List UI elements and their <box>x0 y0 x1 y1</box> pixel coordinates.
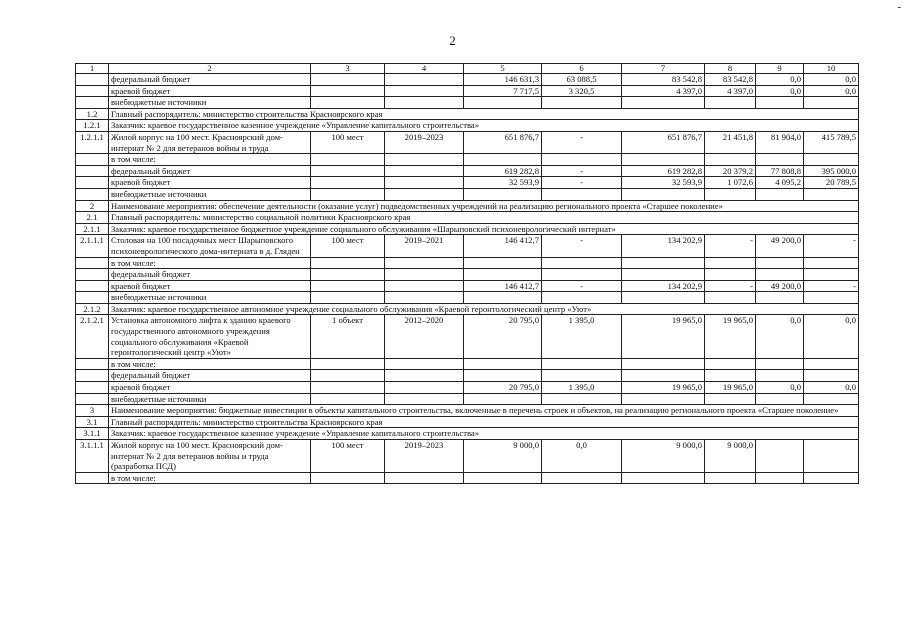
table-cell-col-9 <box>756 472 804 484</box>
table-row <box>76 358 859 370</box>
table-cell-col-8: 21 451,8 <box>705 131 756 153</box>
table-cell-col-7: 134 202,9 <box>622 235 705 257</box>
table-row <box>76 393 859 405</box>
table-cell-col-1 <box>76 269 109 281</box>
section-number: 1.2.1 <box>76 120 109 132</box>
section-title: Наименование мероприятия: обеспечение деятельности (оказание услуг) подведомственных учреждений на реализацию регионального проекта «Старшее поколение» <box>109 200 859 212</box>
section-number: 2.1.2 <box>76 303 109 315</box>
table-cell-col-6: 1 395,0 <box>542 315 622 358</box>
table-cell-col-5 <box>464 358 542 370</box>
table-cell-col-8 <box>705 472 756 484</box>
table-row <box>76 165 859 177</box>
table-cell-col-1: 2.1.2.1 <box>76 315 109 358</box>
section-row <box>76 416 859 428</box>
table-cell-col-8: 19 965,0 <box>705 315 756 358</box>
table-cell-col-5 <box>464 269 542 281</box>
table-cell-col-6 <box>542 358 622 370</box>
table-cell-col-4 <box>385 370 464 382</box>
table-cell-col-1 <box>76 257 109 269</box>
table-cell-col-4 <box>385 280 464 292</box>
table-cell-col-9: 0,0 <box>756 85 804 97</box>
table-cell-col-1 <box>76 393 109 405</box>
table-cell-col-3 <box>311 370 385 382</box>
table-cell-col-9 <box>756 257 804 269</box>
table-cell-col-6: - <box>542 177 622 189</box>
table-cell-col-6: - <box>542 131 622 153</box>
table-row <box>76 177 859 189</box>
table-cell-col-9: 0,0 <box>756 74 804 86</box>
table-cell-col-6: - <box>542 165 622 177</box>
table-cell-col-10: - <box>804 235 859 257</box>
table-cell-col-5: 32 593,9 <box>464 177 542 189</box>
table-cell-col-3 <box>311 472 385 484</box>
table-cell-col-4 <box>385 188 464 200</box>
table-cell-col-6: - <box>542 235 622 257</box>
table-cell-col-7 <box>622 393 705 405</box>
table-cell-col-7: 651 876,7 <box>622 131 705 153</box>
column-number-row <box>76 64 859 74</box>
table-cell-col-8: - <box>705 235 756 257</box>
column-number-6: 6 <box>542 64 622 74</box>
table-cell-col-10 <box>804 393 859 405</box>
table-cell-col-10 <box>804 472 859 484</box>
table-cell-col-3 <box>311 292 385 304</box>
table-cell-col-2: федеральный бюджет <box>109 370 311 382</box>
table-cell-col-6 <box>542 292 622 304</box>
table-cell-col-6 <box>542 97 622 109</box>
table-cell-col-4 <box>385 74 464 86</box>
table-cell-col-10 <box>804 370 859 382</box>
table-cell-col-5 <box>464 257 542 269</box>
table-cell-col-5: 146 631,3 <box>464 74 542 86</box>
table-row <box>76 74 859 86</box>
table-cell-col-9: 0,0 <box>756 315 804 358</box>
table-cell-col-2: внебюджетные источники <box>109 292 311 304</box>
table-cell-col-8 <box>705 257 756 269</box>
table-cell-col-10 <box>804 188 859 200</box>
table-cell-col-5 <box>464 292 542 304</box>
table-cell-col-8: 1 072,6 <box>705 177 756 189</box>
table-cell-col-6 <box>542 472 622 484</box>
table-cell-col-4 <box>385 382 464 394</box>
table-cell-col-9 <box>756 393 804 405</box>
table-cell-col-3 <box>311 280 385 292</box>
table-row <box>76 315 859 358</box>
table-cell-col-3: 1 объект <box>311 315 385 358</box>
table-cell-col-2: внебюджетные источники <box>109 393 311 405</box>
table-cell-col-9 <box>756 358 804 370</box>
table-cell-col-10 <box>804 154 859 166</box>
table-cell-col-10 <box>804 292 859 304</box>
table-cell-col-9: 49 200,0 <box>756 235 804 257</box>
table-cell-col-10 <box>804 97 859 109</box>
table-cell-col-9 <box>756 292 804 304</box>
table-cell-col-5: 20 795,0 <box>464 315 542 358</box>
table-cell-col-8 <box>705 393 756 405</box>
table-cell-col-7: 134 202,9 <box>622 280 705 292</box>
table-cell-col-3 <box>311 382 385 394</box>
column-number-7: 7 <box>622 64 705 74</box>
table-cell-col-1 <box>76 280 109 292</box>
table-cell-col-8 <box>705 154 756 166</box>
table-cell-col-2: краевой бюджет <box>109 85 311 97</box>
table-cell-col-4: 2019–2021 <box>385 235 464 257</box>
table-cell-col-7 <box>622 269 705 281</box>
table-cell-col-9 <box>756 97 804 109</box>
section-number: 3.1 <box>76 416 109 428</box>
table-cell-col-1 <box>76 85 109 97</box>
table-cell-col-7 <box>622 257 705 269</box>
table-cell-col-7 <box>622 472 705 484</box>
table-cell-col-8 <box>705 370 756 382</box>
table-cell-col-2: Столовая на 100 посадочных мест Шарыповского психоневрологического дома-интерната в д. Гляден <box>109 235 311 257</box>
table-cell-col-3 <box>311 154 385 166</box>
table-cell-col-8: 20 379,2 <box>705 165 756 177</box>
table-cell-col-7 <box>622 370 705 382</box>
table-row <box>76 292 859 304</box>
table-cell-col-2: краевой бюджет <box>109 382 311 394</box>
table-cell-col-6 <box>542 188 622 200</box>
table-cell-col-4: 2019–2023 <box>385 131 464 153</box>
table-cell-col-6: 1 395,0 <box>542 382 622 394</box>
table-cell-col-9 <box>756 269 804 281</box>
table-cell-col-9 <box>756 370 804 382</box>
table-cell-col-1 <box>76 97 109 109</box>
section-title: Главный распорядитель: министерство социальной политики Красноярского края <box>109 212 859 224</box>
table-cell-col-10 <box>804 257 859 269</box>
table-cell-col-1: 3.1.1.1 <box>76 440 109 473</box>
table-cell-col-6 <box>542 393 622 405</box>
table-cell-col-5: 9 000,0 <box>464 440 542 473</box>
table-cell-col-2: внебюджетные источники <box>109 188 311 200</box>
table-cell-col-3: 100 мест <box>311 440 385 473</box>
table-cell-col-2: краевой бюджет <box>109 177 311 189</box>
table-cell-col-5: 619 282,8 <box>464 165 542 177</box>
table-cell-col-4 <box>385 358 464 370</box>
table-cell-col-10: 20 789,5 <box>804 177 859 189</box>
column-number-2: 2 <box>109 64 311 74</box>
column-number-4: 4 <box>385 64 464 74</box>
section-row <box>76 120 859 132</box>
table-cell-col-5 <box>464 188 542 200</box>
section-row <box>76 405 859 417</box>
table-cell-col-1: 2.1.1.1 <box>76 235 109 257</box>
table-row <box>76 235 859 257</box>
table-cell-col-1 <box>76 154 109 166</box>
table-cell-col-10: 0,0 <box>804 74 859 86</box>
table-cell-col-1 <box>76 177 109 189</box>
budget-table-body <box>76 64 859 484</box>
table-cell-col-5 <box>464 97 542 109</box>
table-cell-col-3 <box>311 85 385 97</box>
table-cell-col-2: федеральный бюджет <box>109 74 311 86</box>
table-cell-col-1 <box>76 74 109 86</box>
table-cell-col-1 <box>76 472 109 484</box>
table-cell-col-6: 3 320,5 <box>542 85 622 97</box>
table-cell-col-2: в том числе: <box>109 472 311 484</box>
table-cell-col-7 <box>622 358 705 370</box>
table-cell-col-2: краевой бюджет <box>109 280 311 292</box>
table-cell-col-7 <box>622 154 705 166</box>
table-cell-col-1 <box>76 370 109 382</box>
table-cell-col-8: - <box>705 280 756 292</box>
table-cell-col-5 <box>464 370 542 382</box>
table-cell-col-4 <box>385 393 464 405</box>
table-cell-col-4 <box>385 165 464 177</box>
table-cell-col-8: 83 542,8 <box>705 74 756 86</box>
table-cell-col-7: 619 282,8 <box>622 165 705 177</box>
section-title: Наименование мероприятия: бюджетные инвестиции в объекты капитального строительства, включенные в перечень строек и объектов, на реализацию регионального проекта «Старшее поколение» <box>109 405 859 417</box>
column-number-10: 10 <box>804 64 859 74</box>
table-cell-col-7: 32 593,9 <box>622 177 705 189</box>
table-cell-col-3: 100 мест <box>311 235 385 257</box>
table-cell-col-10 <box>804 440 859 473</box>
section-title: Заказчик: краевое государственное казенное учреждение «Управление капитального строительства» <box>109 428 859 440</box>
section-row <box>76 303 859 315</box>
table-cell-col-8: 9 000,0 <box>705 440 756 473</box>
table-cell-col-1 <box>76 382 109 394</box>
table-cell-col-6 <box>542 370 622 382</box>
table-row <box>76 97 859 109</box>
table-cell-col-7: 9 000,0 <box>622 440 705 473</box>
table-cell-col-7 <box>622 97 705 109</box>
section-title: Заказчик: краевое государственное автономное учреждение социального обслуживания «Краевой геронтологический центр «Уют» <box>109 303 859 315</box>
table-cell-col-6: 63 088,5 <box>542 74 622 86</box>
table-cell-col-10: 0,0 <box>804 85 859 97</box>
table-cell-col-4 <box>385 472 464 484</box>
table-cell-col-8: 19 965,0 <box>705 382 756 394</box>
table-cell-col-4 <box>385 292 464 304</box>
table-cell-col-4 <box>385 85 464 97</box>
table-cell-col-2: в том числе: <box>109 257 311 269</box>
table-cell-col-6: 0,0 <box>542 440 622 473</box>
table-row <box>76 85 859 97</box>
table-cell-col-10 <box>804 358 859 370</box>
table-cell-col-2: в том числе: <box>109 154 311 166</box>
table-row <box>76 257 859 269</box>
table-cell-col-6 <box>542 257 622 269</box>
section-number: 2.1.1 <box>76 223 109 235</box>
table-cell-col-7 <box>622 292 705 304</box>
table-cell-col-9: 81 904,0 <box>756 131 804 153</box>
table-cell-col-9 <box>756 154 804 166</box>
table-cell-col-9: 4 095,2 <box>756 177 804 189</box>
section-number: 3.1.1 <box>76 428 109 440</box>
table-cell-col-7: 4 397,0 <box>622 85 705 97</box>
table-cell-col-6 <box>542 269 622 281</box>
table-cell-col-4 <box>385 257 464 269</box>
section-title: Заказчик: краевое государственное казенное учреждение «Управление капитального строительства» <box>109 120 859 132</box>
section-title: Главный распорядитель: министерство строительства Красноярского края <box>109 108 859 120</box>
table-cell-col-2: федеральный бюджет <box>109 269 311 281</box>
table-cell-col-9 <box>756 440 804 473</box>
table-cell-col-2: Жилой корпус на 100 мест. Красноярский дом-интернат № 2 для ветеранов войны и труда (разработка ПСД) <box>109 440 311 473</box>
table-row <box>76 131 859 153</box>
section-row <box>76 428 859 440</box>
column-number-5: 5 <box>464 64 542 74</box>
table-cell-col-5: 651 876,7 <box>464 131 542 153</box>
table-cell-col-10: 415 789,5 <box>804 131 859 153</box>
table-cell-col-3: 100 мест <box>311 131 385 153</box>
table-cell-col-10: 395 000,0 <box>804 165 859 177</box>
table-cell-col-10: 0,0 <box>804 315 859 358</box>
column-number-1: 1 <box>76 64 109 74</box>
section-number: 3 <box>76 405 109 417</box>
section-row <box>76 108 859 120</box>
table-cell-col-9: 0,0 <box>756 382 804 394</box>
table-cell-col-7: 19 965,0 <box>622 382 705 394</box>
table-cell-col-3 <box>311 257 385 269</box>
column-number-8: 8 <box>705 64 756 74</box>
section-number: 1.2 <box>76 108 109 120</box>
table-cell-col-3 <box>311 177 385 189</box>
table-cell-col-6 <box>542 154 622 166</box>
table-cell-col-8 <box>705 97 756 109</box>
table-cell-col-8 <box>705 269 756 281</box>
table-cell-col-2: Жилой корпус на 100 мест. Красноярский дом-интернат № 2 для ветеранов войны и труда <box>109 131 311 153</box>
table-cell-col-3 <box>311 393 385 405</box>
table-row <box>76 280 859 292</box>
table-cell-col-4: 2012–2020 <box>385 315 464 358</box>
table-row <box>76 440 859 473</box>
section-row <box>76 223 859 235</box>
table-cell-col-9: 49 200,0 <box>756 280 804 292</box>
table-cell-col-5: 146 412,7 <box>464 235 542 257</box>
table-row <box>76 472 859 484</box>
column-number-9: 9 <box>756 64 804 74</box>
table-cell-col-5 <box>464 472 542 484</box>
table-cell-col-4 <box>385 269 464 281</box>
table-cell-col-3 <box>311 358 385 370</box>
table-row <box>76 382 859 394</box>
table-cell-col-8 <box>705 188 756 200</box>
table-cell-col-4 <box>385 177 464 189</box>
section-title: Главный распорядитель: министерство строительства Красноярского края <box>109 416 859 428</box>
section-number: 2 <box>76 200 109 212</box>
table-cell-col-1 <box>76 188 109 200</box>
table-cell-col-9 <box>756 188 804 200</box>
table-cell-col-10: - <box>804 280 859 292</box>
table-row <box>76 154 859 166</box>
table-row <box>76 188 859 200</box>
table-cell-col-5: 146 412,7 <box>464 280 542 292</box>
page-number: 2 <box>449 33 456 48</box>
table-cell-col-10 <box>804 269 859 281</box>
table-cell-col-6: - <box>542 280 622 292</box>
table-cell-col-10: 0,0 <box>804 382 859 394</box>
corner-mark: - <box>897 2 901 13</box>
table-cell-col-9: 77 808,8 <box>756 165 804 177</box>
table-cell-col-7 <box>622 188 705 200</box>
table-cell-col-3 <box>311 188 385 200</box>
section-row <box>76 212 859 224</box>
table-cell-col-8 <box>705 292 756 304</box>
table-cell-col-4: 2019–2023 <box>385 440 464 473</box>
section-title: Заказчик: краевое государственное бюджетное учреждение социального обслуживания «Шарыповский психоневрологический интернат» <box>109 223 859 235</box>
table-cell-col-2: внебюджетные источники <box>109 97 311 109</box>
table-cell-col-8: 4 397,0 <box>705 85 756 97</box>
table-cell-col-3 <box>311 165 385 177</box>
table-row <box>76 370 859 382</box>
table-cell-col-4 <box>385 154 464 166</box>
table-cell-col-1: 1.2.1.1 <box>76 131 109 153</box>
table-cell-col-3 <box>311 97 385 109</box>
table-cell-col-8 <box>705 358 756 370</box>
table-cell-col-2: в том числе: <box>109 358 311 370</box>
table-cell-col-3 <box>311 74 385 86</box>
table-cell-col-5: 20 795,0 <box>464 382 542 394</box>
table-cell-col-7: 19 965,0 <box>622 315 705 358</box>
section-row <box>76 200 859 212</box>
table-cell-col-4 <box>385 97 464 109</box>
column-number-3: 3 <box>311 64 385 74</box>
table-cell-col-5 <box>464 154 542 166</box>
table-row <box>76 269 859 281</box>
table-cell-col-1 <box>76 165 109 177</box>
table-cell-col-2: федеральный бюджет <box>109 165 311 177</box>
table-cell-col-1 <box>76 358 109 370</box>
table-cell-col-2: Установка автономного лифта к зданию краевого государственного автономного учреждения социального обслуживания «Краевой геронтологический центр «Уют» <box>109 315 311 358</box>
table-cell-col-7: 83 542,8 <box>622 74 705 86</box>
section-number: 2.1 <box>76 212 109 224</box>
table-cell-col-5 <box>464 393 542 405</box>
table-cell-col-3 <box>311 269 385 281</box>
table-cell-col-1 <box>76 292 109 304</box>
budget-table <box>75 63 859 484</box>
table-cell-col-5: 7 717,5 <box>464 85 542 97</box>
